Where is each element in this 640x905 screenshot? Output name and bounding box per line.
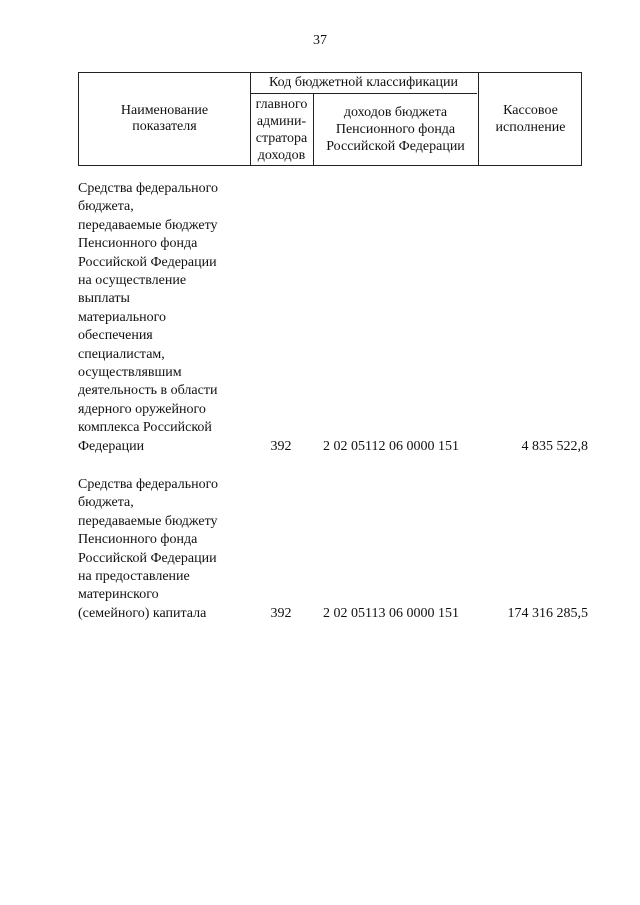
header-pension-fund-income (314, 94, 477, 165)
row-name-line: на предоставление (78, 569, 190, 585)
row-name-line: Пенсионного фонда (78, 532, 198, 548)
row-name-line: на осуществление (78, 273, 187, 289)
row-name-line: (семейного) капитала (78, 605, 207, 621)
header-admin-line: доходов (257, 147, 306, 163)
row-name-line: осуществлявшим (78, 365, 182, 381)
header-budget-code-group (250, 73, 478, 165)
table-header (78, 72, 582, 166)
row-name-line: Российской Федерации (78, 254, 217, 270)
row-name-line: материального (78, 309, 167, 325)
row-name-line: Пенсионного фонда (78, 236, 198, 252)
header-budget-code-title: Код бюджетной классификации (250, 73, 477, 94)
header-income-line: Пенсионного фонда (335, 122, 456, 137)
header-execution-line: Кассовое (503, 103, 558, 118)
row-name-line: Средства федерального (78, 477, 218, 492)
row-cash-execution: 4 835 522,8 (521, 438, 588, 454)
header-execution-line: исполнение (495, 120, 566, 135)
row-name-line: выплаты (78, 291, 130, 307)
row-name-line: передаваемые бюджету (78, 217, 218, 233)
row-name-line: бюджета, (78, 495, 134, 511)
row-name-line: Средства федерального (78, 181, 218, 196)
header-income-line: Российской Федерации (326, 139, 465, 154)
row-name-line: материнского (78, 587, 159, 603)
row-name-line: Федерации (78, 438, 145, 454)
row-name-line: Российской Федерации (78, 550, 217, 566)
header-indicator-name-line: Наименование (120, 103, 209, 118)
row-income-code: 2 02 05112 06 0000 151 (323, 438, 459, 454)
row-indicator-name (78, 476, 253, 623)
page-number: 37 (313, 33, 327, 48)
row-name-line: комплекса Российской (78, 420, 212, 436)
row-income-code: 2 02 05113 06 0000 151 (323, 605, 459, 621)
row-name-line: обеспечения (78, 328, 153, 344)
header-cash-execution (478, 73, 582, 165)
row-name-line: деятельность в области (78, 383, 218, 399)
row-cash-execution: 174 316 285,5 (507, 605, 588, 621)
header-chief-administrator (250, 94, 314, 165)
header-admin-line: главного (255, 96, 308, 112)
row-name-line: специалистам, (78, 346, 165, 362)
header-indicator-name (79, 73, 251, 165)
row-name-line: передаваемые бюджету (78, 513, 218, 529)
row-admin-code: 392 (270, 438, 292, 454)
row-indicator-name (78, 180, 253, 456)
header-income-line: доходов бюджета (343, 105, 448, 120)
row-name-line: бюджета, (78, 199, 134, 215)
row-name-line: ядерного оружейного (78, 401, 206, 417)
row-admin-code: 392 (270, 605, 292, 621)
header-admin-line: админи- (256, 113, 307, 129)
header-indicator-name-line: показателя (132, 119, 197, 134)
header-admin-line: стратора (255, 130, 308, 146)
